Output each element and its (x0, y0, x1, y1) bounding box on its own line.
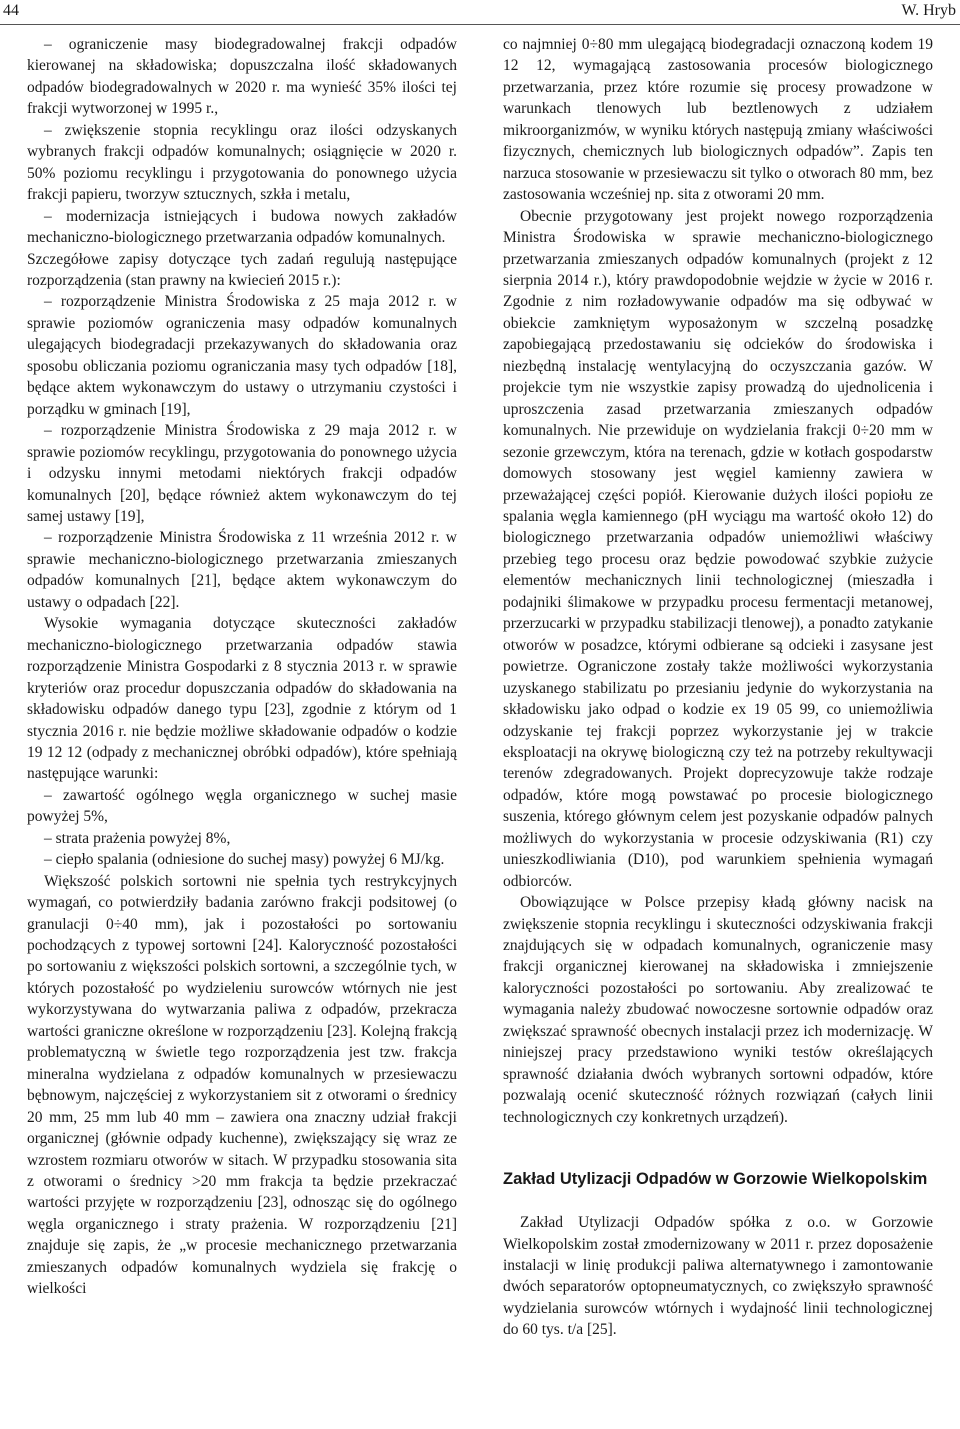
paragraph: Obecnie przygotowany jest projekt nowego rozporządzenia Ministra Środowiska w sprawie mechaniczno-biologicznego przetwarzania zmieszanych odpadów komunalnych (projekt z 12 sierpnia 2014 r.), który prawdopodobnie wejdzie w życie w 2016 r. Zgodnie z nim rozładowywanie odpadów ma się odbywać w obiekcie zamkniętym wyposażonym w szczelną posadzkę zapobiegającą przedostawaniu się odcieków do środowiska i niezbędną instalację wentylacyjną do oczyszczania gazów. W projekcie tym nie wszystkie zapisy prowadzą do ujednolicenia i uproszczenia zasad przetwarzania zmieszanych odpadów komunalnych. Nie przewiduje on wydzielania frakcji 0÷20 mm w sezonie grzewczym, która na terenach, gdzie w kotłach gospodarstw domowych stosowany jest węgiel kamienny zawiera w przeważającej części popiół. Kierowanie dużych ilości popiołu ze spalania węgla kamiennego (pH wyciągu ma wartość około 12) do biologicznego przetwarzania odpadów uniemożliwi właściwy przebieg tego procesu oraz będzie powodować szybkie zużycie elementów mechanicznych linii technologicznej (mieszadła i podajniki ślimakowe w przypadku procesu fermentacji metanowej, przerzucarki w przypadku stabilizacji tlenowej), a ponadto zatykanie otworów w posadzce, którymi odbierane są odcieki i zasysane jest powietrze. Ograniczone zostały także możliwości wykorzystania uzyskanego stabilizatu po przesianiu jedynie do wykorzystania na składowisku jako odpad o kodzie ex 19 05 99, co uniemożliwia odzyskanie tej frakcji poprzez wykorzystanie jej w trakcie eksploatacji na okrywę biologiczną czy też na potrzeby rekultywacji terenów zdegradowanych. Projekt doprecyzowuje także rodzaje odpadów, które mogą powstawać po procesie biologicznego suszenia, którego głównym celem jest pozyskanie odpadów palnych możliwych do wykorzystania w procesie odzyskiwania (R1) czy unieszkodliwiania (D10), pod warunkiem spełnienia wymagań odbiorców. (503, 207, 933, 890)
list-item: – ciepło spalania (odniesione do suchej masy) powyżej 6 MJ/kg. (44, 851, 445, 869)
left-column (27, 34, 457, 1300)
paragraph-continued: co najmniej 0÷80 mm ulegającą biodegradacji oznaczoną kodem 19 12 12, wymagającą zastosowania procesów biologicznego przetwarzania, przez które rozumie się procesy prowadzone w warunkach tlenowych lub beztlenowych z udziałem mikroorganizmów, w wyniku których następują zmiany właściwości fizycznych, chemicznych lub biologicznych odpadów”. Zapis ten narzuca stosowanie w przesiewaczu sit tylko o otworach 80 mm, bez zastosowania wcześniej np. sita z otworami 20 mm. (503, 36, 933, 204)
page-number: 44 (3, 2, 19, 19)
list-item: – strata prażenia powyżej 8%, (44, 829, 231, 847)
list-item: – rozporządzenie Ministra Środowiska z 25 maja 2012 r. w sprawie poziomów ograniczenia masy odpadów komunalnych ulegających biodegradacji przekazywanych do składowania oraz sposobu obliczania poziomu ograniczania masy tych odpadów [18], będące aktem wykonawczym do ustawy o utrzymaniu czystości i porządku w gminach [19], (27, 293, 457, 418)
list-item: – zawartość ogólnego węgla organicznego w suchej masie powyżej 5%, (27, 786, 457, 826)
paragraph: Wysokie wymagania dotyczące skuteczności zakładów mechaniczno-biologicznego przetwarzania odpadów stawia rozporządzenie Ministra Gospodarki z 8 stycznia 2013 r. w sprawie kryteriów oraz procedur dopuszczania odpadów do składowania na składowisku odpadów danego typu [23], zgodnie z którym od 1 stycznia 2016 r. nie będzie możliwe składowanie odpadów o kodzie 19 12 12 (odpady z mechanicznej obróbki odpadów), które spełniają następujące warunki: (27, 615, 457, 783)
running-author: W. Hryb (901, 2, 956, 19)
running-header (0, 0, 960, 25)
paragraph: Większość polskich sortowni nie spełnia tych restrykcyjnych wymagań, co potwierdziły badania zarówno frakcji podsitowej (o granulacji 0÷40 mm), jak i pozostałości po sortowaniu pochodzących z typowej sortowni [24]. Kaloryczność pozostałości po sortowaniu z większości polskich sortowni, a szczególnie tych, w których pozostałość po wydzieleniu surowców wtórnych nie jest wykorzystywana do wytwarzania paliwa z odpadów, przekracza wartości graniczne określone w rozporządzeniu [23]. Kolejną frakcją problematyczną w świetle tego rozporządzenia jest tzw. frakcja mineralna wydzielana z odpadów komunalnych w przesiewaczu bębnowym, najczęściej z wykorzystaniem sit z otworami o średnicy 20 mm, 25 mm lub 40 mm – zawiera ona znaczny udział frakcji organicznej (głównie odpady kuchenne), zwiększający się wraz ze wzrostem rozmiaru otworów w sitach. W przypadku stosowania sita z otworami o średnicy >20 mm frakcja ta będzie przekraczać wartości przyjęte w rozporządzeniu [23], odnosząc się do ogólnego węgla organicznego i straty prażenia. W rozporządzeniu [21] znajduje się zapis, że „w procesie mechanicznego przetwarzania zmieszanych odpadów komunalnych wydziela się frakcję o wielkości (27, 872, 457, 1298)
paragraph: Zakład Utylizacji Odpadów spółka z o.o. w Gorzowie Wielkopolskim został zmodernizowany w 2011 r. przez doposażenie instalacji w linię produkcji paliwa alternatywnego i zamontowanie dwóch separatorów optopneumatycznych, co zwiększyło sprawność wydzielania surowców wtórnych i wydajność linii technologicznej do 60 tys. t/a [25]. (503, 1214, 933, 1339)
paragraph: Obowiązujące w Polsce przepisy kładą główny nacisk na zwiększenie stopnia recyklingu i skuteczności odzyskiwania frakcji znajdujących się w odpadach komunalnych, ograniczenie masy frakcji organicznej kierowanej na składowiska i zmniejszenie kaloryczności pozostałości po sortowaniu. Aby zrealizować te wymagania należy zbudować nowoczesne sortownie odpadów oraz zwiększać sprawność obecnych instalacji przez ich modernizację. W niniejszej pracy przedstawiono wyniki testów określających sprawność działania dwóch wybranych sortowni odpadów, które pozwalają ocenić skuteczność różnych rozwiązań (całych linii technologicznych czy konkretnych urządzeń). (503, 894, 933, 1126)
section-heading: Zakład Utylizacji Odpadów w Gorzowie Wielkopolskim (503, 1170, 928, 1189)
right-column (503, 34, 933, 1341)
paragraph: Szczegółowe zapisy dotyczące tych zadań regulują następujące rozporządzenia (stan prawny na kwiecień 2015 r.): (27, 250, 457, 289)
list-item: – modernizacja istniejących i budowa nowych zakładów mechaniczno-biologicznego przetwarzania odpadów komunalnych. (27, 207, 457, 247)
list-item: – ograniczenie masy biodegradowalnej frakcji odpadów kierowanej na składowiska; dopuszczalna ilość składowanych odpadów biodegradowalnych w 2020 r. ma wynieść 35% ilości tej frakcji wytworzonej w 1995 r., (27, 36, 457, 118)
list-item: – zwiększenie stopnia recyklingu oraz ilości odzyskanych wybranych frakcji odpadów komunalnych; osiągnięcie w 2020 r. 50% poziomu recyklingu i przygotowania do ponownego użycia frakcji papieru, tworzyw sztucznych, szkła i metalu, (27, 121, 457, 204)
list-item: – rozporządzenie Ministra Środowiska z 29 maja 2012 r. w sprawie poziomów recyklingu, przygotowania do ponownego użycia i odzysku innymi metodami niektórych frakcji odpadów komunalnych [20], będące również aktem wykonawczym do tej samej ustawy [19], (27, 422, 457, 525)
list-item: – rozporządzenie Ministra Środowiska z 11 września 2012 r. w sprawie mechaniczno-biologicznego przetwarzania zmieszanych odpadów komunalnych [21], będące aktem wykonawczym do ustawy o odpadach [22]. (27, 529, 457, 611)
